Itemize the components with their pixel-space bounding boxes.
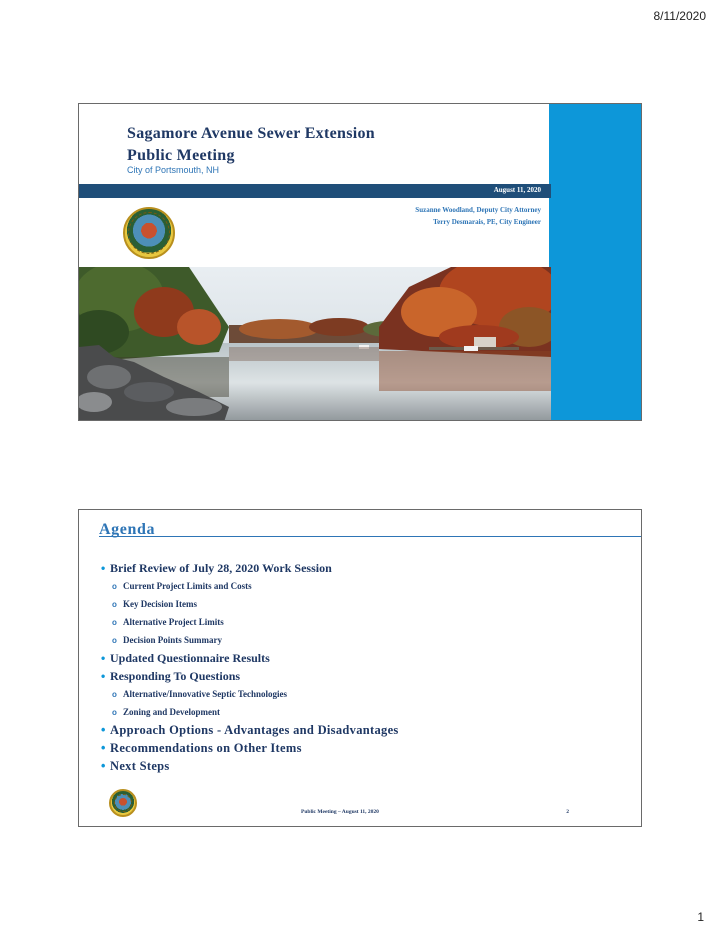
slide-footer: Public Meeting – August 11, 2020: [301, 809, 379, 815]
agenda-item: • Brief Review of July 28, 2020 Work Session: [101, 561, 332, 575]
sub-bullet-icon: o: [112, 636, 117, 645]
title-slide: [78, 103, 642, 421]
bullet-icon: •: [101, 669, 106, 683]
agenda-item: • Recommendations on Other Items: [101, 741, 302, 755]
title-line-1: Sagamore Avenue Sewer Extension: [127, 125, 375, 142]
bullet-icon: •: [101, 723, 106, 737]
bullet-icon: •: [101, 759, 106, 773]
slide-number: 2: [566, 809, 569, 815]
agenda-subitem: o Zoning and Development: [101, 703, 399, 721]
side-accent-bar: [549, 104, 641, 420]
sub-bullet-icon: o: [112, 690, 117, 699]
bullet-icon: •: [101, 741, 106, 755]
agenda-subitem: o Alternative/Innovative Septic Technologies: [101, 685, 399, 703]
sub-bullet-icon: o: [112, 708, 117, 717]
page-date: 8/11/2020: [653, 9, 706, 23]
slide-title: [127, 123, 375, 167]
bullet-icon: •: [101, 561, 106, 575]
bullet-icon: •: [101, 651, 106, 665]
date-bar: [79, 184, 551, 198]
city-seal-icon: [123, 207, 175, 259]
agenda-item: • Next Steps: [101, 759, 170, 773]
sub-bullet-icon: o: [112, 618, 117, 627]
city-seal-icon: [109, 789, 137, 817]
slide-subtitle: City of Portsmouth, NH: [127, 165, 220, 175]
agenda-subitem: o Alternative Project Limits: [101, 613, 399, 631]
meeting-date: August 11, 2020: [493, 186, 541, 194]
agenda-item: • Approach Options - Advantages and Disadvantages: [101, 723, 399, 737]
agenda-item: • Responding To Questions: [101, 669, 241, 683]
page-number: 1: [697, 910, 704, 924]
sub-bullet-icon: o: [112, 600, 117, 609]
agenda-subitem: o Key Decision Items: [101, 595, 399, 613]
agenda-title: Agenda: [99, 521, 156, 538]
agenda-subitem: o Decision Points Summary: [101, 631, 399, 649]
title-line-2: Public Meeting: [127, 147, 235, 164]
title-rule: [99, 536, 642, 537]
agenda-item: • Updated Questionnaire Results: [101, 651, 270, 665]
agenda-slide: [78, 509, 642, 827]
autumn-river-photo: [79, 267, 551, 421]
agenda-subitem: o Current Project Limits and Costs: [101, 577, 399, 595]
presenter-1: Suzanne Woodland, Deputy City Attorney: [415, 206, 541, 214]
agenda-list: [101, 559, 399, 775]
sub-bullet-icon: o: [112, 582, 117, 591]
presenter-2: Terry Desmarais, PE, City Engineer: [433, 218, 541, 226]
